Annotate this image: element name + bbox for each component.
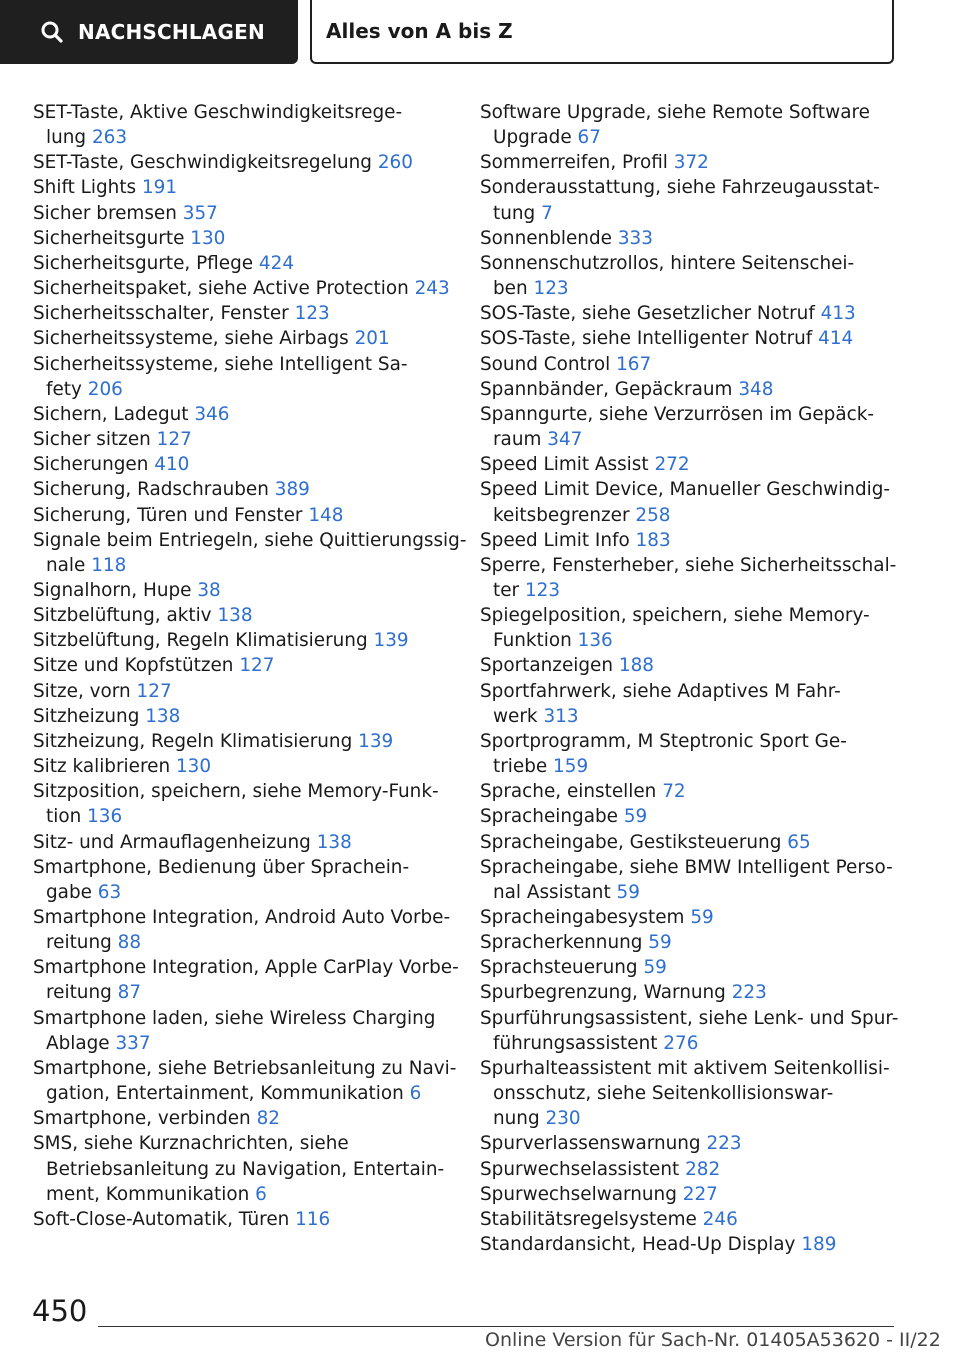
index-entry [480,226,900,251]
entry-term: Sound Control [480,353,611,375]
index-entry [480,779,900,804]
page-link[interactable]: 82 [256,1108,280,1130]
entry-term: Sicherheitsschalter, Fenster [33,303,289,325]
entry-term: Smartphone Integration, Apple CarPlay Vorbe- [33,957,459,979]
entry-term: Spurwechselassistent [480,1158,680,1180]
index-entry [33,628,453,653]
page-link[interactable]: 260 [377,152,413,174]
entry-term-continuation: Funktion [493,630,572,652]
page-link[interactable]: 138 [217,605,253,627]
entry-term: Sonderausstattung, siehe Fahrzeugausstat- [480,177,880,199]
page-link[interactable]: 123 [524,579,561,601]
entry-term: SOS-Taste, siehe Intelligenter Notruf [480,328,813,350]
page-link[interactable]: 116 [295,1208,331,1230]
page-link[interactable]: 313 [543,705,579,727]
index-entry [33,578,453,603]
index-entry [480,905,900,930]
entry-term: Sitz kalibrieren [33,756,171,778]
index-entry [33,704,453,729]
page-link[interactable]: 127 [239,655,275,677]
index-entry [33,729,453,754]
entry-term-continuation: reitung [46,932,112,954]
page-link[interactable]: 148 [308,504,344,526]
page-link[interactable]: 346 [194,403,230,425]
page-link[interactable]: 191 [141,177,178,199]
page-link[interactable]: 357 [182,202,218,224]
page-link[interactable]: 414 [818,328,854,350]
entry-term: Spracheingabe, siehe BMW Intelligent Perso- [480,856,893,878]
index-entry [480,377,900,402]
index-entry [480,326,900,351]
page-link[interactable]: 348 [738,378,774,400]
index-entry [33,427,453,452]
entry-term: Sicherung, Türen und Fenster [33,504,303,526]
index-entry [33,100,453,150]
entry-term-continuation: gation, Entertainment, Kommunikation [46,1083,404,1105]
entry-term: Spiegelposition, speichern, siehe Memory- [480,605,870,627]
index-entry [480,477,900,527]
page-link[interactable]: 183 [635,529,671,551]
page-link[interactable]: 337 [115,1032,151,1054]
index-entry [480,301,900,326]
page-link[interactable]: 67 [577,127,601,149]
page-link[interactable]: 189 [801,1234,837,1256]
entry-term-continuation: raum [493,429,542,451]
page-link[interactable]: 63 [97,881,122,903]
page-link[interactable]: 333 [617,227,653,249]
page-link[interactable]: 413 [820,303,856,325]
index-entry [480,830,900,855]
entry-term-continuation: nal Assistant [493,881,611,903]
index-entry [480,980,900,1005]
entry-term: Smartphone, verbinden [33,1108,251,1130]
entry-term: Sitzposition, speichern, siehe Memory-Funk- [33,781,439,803]
entry-term: Spanngurte, siehe Verzurrösen im Gepäck- [480,403,875,425]
nachschlagen-tab[interactable] [0,0,298,64]
entry-term-continuation: reitung [46,982,112,1004]
entry-term: Sonnenschutzrollos, hintere Seitenschei- [480,252,855,274]
entry-term: Sicherheitssysteme, siehe Airbags [33,328,349,350]
entry-term-continuation: onsschutz, siehe Seitenkollisionswar- [493,1083,834,1105]
index-entry [33,1006,453,1056]
entry-term-continuation: tung [493,202,536,224]
entry-term: Spurführungsassistent, siehe Lenk- und Spur- [480,1007,899,1029]
page-link[interactable]: 243 [414,278,450,300]
page-link[interactable]: 123 [294,303,330,325]
entry-term: Spracheingabe, Gestiksteuerung [480,831,782,853]
index-entry [33,603,453,628]
entry-term: Sitzheizung [33,705,140,727]
index-entry [33,175,453,200]
index-entry [33,653,453,678]
index-entry [33,830,453,855]
page-link[interactable]: 347 [547,429,583,451]
entry-term: Spracherkennung [480,932,643,954]
page-link[interactable]: 127 [136,680,172,702]
index-entry [480,1056,900,1131]
entry-term-continuation: nale [46,554,86,576]
page-link[interactable]: 159 [553,756,589,778]
entry-term-continuation: gabe [46,881,92,903]
page-link[interactable]: 410 [154,454,190,476]
page-link[interactable]: 372 [673,152,709,174]
entry-term-continuation: Betriebsanleitung zu Navigation, Entertain- [46,1158,445,1180]
page-link[interactable]: 139 [358,730,394,752]
entry-term: Smartphone laden, siehe Wireless Charging [33,1007,436,1029]
index-entry [480,1232,900,1257]
page-link[interactable]: 188 [618,655,654,677]
index-entry [480,855,900,905]
index-entry [480,150,900,175]
entry-term-continuation: werk [493,705,538,727]
index-entry [33,905,453,955]
entry-term: Sportprogramm, M Steptronic Sport Ge- [480,730,847,752]
page-number: 450 [32,1294,88,1328]
page-link[interactable]: 139 [373,630,409,652]
entry-term: Sonnenblende [480,227,612,249]
page-link[interactable]: 263 [91,127,128,149]
page-link[interactable]: 59 [690,907,714,928]
page-link[interactable]: 276 [663,1032,699,1054]
index-entry [480,175,900,225]
entry-term: Sportfahrwerk, siehe Adaptives M Fahr- [480,680,841,702]
entry-term: Sicherung, Radschrauben [33,479,269,501]
page-link[interactable]: 88 [117,932,142,954]
entry-term-continuation: Ablage [46,1032,110,1054]
entry-term: SET-Taste, Aktive Geschwindigkeitsrege- [33,102,403,123]
index-column-left [33,100,467,1232]
entry-term: Sprachsteuerung [480,957,638,979]
page-link[interactable]: 118 [91,554,127,576]
entry-term-continuation: tion [46,806,82,828]
entry-term: Sicherheitsgurte, Pflege [33,252,254,274]
index-entry [33,352,453,402]
page-link[interactable]: 59 [623,806,648,828]
page-link[interactable]: 138 [145,705,181,727]
entry-term: Speed Limit Assist [480,454,649,476]
index-entry [33,1131,453,1206]
index-entry [33,855,453,905]
page-link[interactable]: 136 [87,806,123,828]
online-version-note: Online Version für Sach-Nr. 01405A53620 - II/22 [485,1329,941,1351]
index-entry [33,452,453,477]
entry-term: Sitzheizung, Regeln Klimatisierung [33,730,353,752]
page-link[interactable]: 223 [731,982,767,1004]
entry-term: Sportanzeigen [480,655,614,677]
entry-term: Sprache, einstellen [480,781,657,803]
entry-term: SMS, siehe Kurznachrichten, siehe [33,1133,349,1155]
page-link[interactable]: 206 [87,378,123,400]
entry-term: Smartphone, Bedienung über Sprachein- [33,856,410,878]
index-entry [33,251,453,276]
index-entry [480,1131,900,1156]
entry-term: Spannbänder, Gepäckraum [480,378,733,400]
page-link[interactable]: 127 [156,429,192,451]
index-entry [33,226,453,251]
page-link[interactable]: 138 [316,831,352,853]
entry-term: Sicherungen [33,454,149,476]
entry-term: Smartphone Integration, Android Auto Vorbe- [33,907,451,928]
entry-term: Speed Limit Info [480,529,630,551]
page-link[interactable]: 136 [577,630,613,652]
index-entry [480,1006,900,1056]
index-entry [480,930,900,955]
page-link[interactable]: 6 [409,1083,422,1105]
index-entry [33,326,453,351]
index-entry [480,955,900,980]
page-link[interactable]: 6 [255,1183,267,1205]
entry-term: Sitze und Kopfstützen [33,655,234,677]
entry-term: Spracheingabe [480,806,618,828]
index-entry [33,201,453,226]
index-entry [480,603,900,653]
entry-term: Spurhalteassistent mit aktivem Seitenkollisi- [480,1057,890,1079]
entry-term: Sitzbelüftung, aktiv [33,605,212,627]
entry-term: Sommerreifen, Profil [480,152,668,174]
index-entry [480,1157,900,1182]
entry-term: Sicher bremsen [33,202,177,224]
index-entry [33,477,453,502]
index-entry [480,679,900,729]
page-link[interactable]: 59 [648,932,672,954]
index-entry [33,955,459,1005]
entry-term: Spurwechselwarnung [480,1183,677,1205]
entry-term-continuation: ter [493,579,520,601]
index-entry [33,779,453,829]
index-entry [480,653,900,678]
index-entry [33,301,453,326]
entry-term-continuation: führungsassistent [493,1032,658,1054]
index-entry [33,1106,453,1131]
page-link[interactable]: 130 [175,756,212,778]
entry-term: Sicherheitspaket, siehe Active Protection [33,278,409,300]
entry-term-continuation: ment, Kommunikation [46,1183,250,1205]
page-link[interactable]: 258 [635,504,671,526]
entry-term: Sitze, vorn [33,680,131,702]
index-entry [33,754,453,779]
entry-term: SET-Taste, Geschwindigkeitsregelung [33,152,372,174]
page-link[interactable]: 230 [545,1108,581,1130]
entry-term: Sicher sitzen [33,429,151,451]
page-link[interactable]: 87 [117,982,142,1004]
index-entry [33,150,453,175]
index-entry [33,1207,453,1232]
page-link[interactable]: 38 [197,579,221,601]
entry-term: Software Upgrade, siehe Remote Software [480,102,870,123]
entry-term-continuation: nung [493,1108,540,1130]
page-link[interactable]: 65 [787,831,811,853]
page-link[interactable]: 389 [274,479,310,501]
page-link[interactable]: 272 [654,454,690,476]
entry-term-continuation: ben [493,278,528,300]
entry-term: Soft-Close-Automatik, Türen [33,1208,290,1230]
search-icon [40,20,64,44]
entry-term: Signale beim Entriegeln, siehe Quittierungssig- [33,529,467,551]
entry-term: Stabilitätsregelsysteme [480,1208,697,1230]
entry-term-continuation: triebe [493,756,548,778]
page-link[interactable]: 282 [685,1158,721,1180]
index-entry [33,503,453,528]
index-entry [33,1056,457,1106]
entry-term: Signalhorn, Hupe [33,579,192,601]
index-entry [480,528,900,553]
page-link[interactable]: 7 [541,202,553,224]
index-entry [480,100,900,150]
index-entry [480,452,900,477]
entry-term: Speed Limit Device, Manueller Geschwindig- [480,479,891,501]
entry-term: Spurbegrenzung, Warnung [480,982,726,1004]
entry-term: Sichern, Ladegut [33,403,189,425]
entry-term: Spurverlassenswarnung [480,1133,701,1155]
entry-term-continuation: Upgrade [493,127,572,149]
entry-term-continuation: fety [46,378,82,400]
nachschlagen-label: NACHSCHLAGEN [78,20,265,44]
page-link[interactable]: 72 [662,781,686,803]
footer-divider [98,1326,894,1327]
index-entry [480,729,900,779]
index-entry [480,1182,900,1207]
page-link[interactable]: 223 [706,1133,742,1155]
entry-term: Spracheingabesystem [480,907,685,928]
entry-term-continuation: keitsbegrenzer [493,504,630,526]
entry-term: Sicherheitssysteme, siehe Intelligent Sa- [33,353,408,375]
page-link[interactable]: 167 [616,353,652,375]
index-entry [480,352,900,377]
page-link[interactable]: 59 [643,957,667,979]
page-link[interactable]: 246 [702,1208,738,1230]
index-column-right [480,100,900,1257]
page-link[interactable]: 59 [616,881,640,903]
index-entry [480,1207,900,1232]
index-entry [480,553,900,603]
page-link[interactable]: 424 [258,252,295,274]
page-header [0,0,960,66]
entry-term: Sitz- und Armauflagenheizung [33,831,311,853]
entry-term: Smartphone, siehe Betriebsanleitung zu Navi- [33,1057,457,1079]
index-entry [33,276,453,301]
page-link[interactable]: 227 [682,1183,718,1205]
entry-term: Standardansicht, Head-Up Display [480,1234,796,1256]
entry-term: Shift Lights [33,177,137,199]
index-entry [480,251,900,301]
page-link[interactable]: 130 [190,227,226,249]
entry-term: Sperre, Fensterheber, siehe Sicherheitsschal- [480,554,897,576]
page-link[interactable]: 201 [354,328,390,350]
index-entry [480,402,900,452]
section-title: Alles von A bis Z [310,0,894,64]
index-entry [480,804,900,829]
entry-term-continuation: lung [46,127,87,149]
index-entry [33,528,467,578]
index-entry [33,679,453,704]
entry-term: SOS-Taste, siehe Gesetzlicher Notruf [480,303,815,325]
entry-term: Sicherheitsgurte [33,227,185,249]
entry-term: Sitzbelüftung, Regeln Klimatisierung [33,630,368,652]
index-entry [33,402,453,427]
page-link[interactable]: 123 [533,278,569,300]
